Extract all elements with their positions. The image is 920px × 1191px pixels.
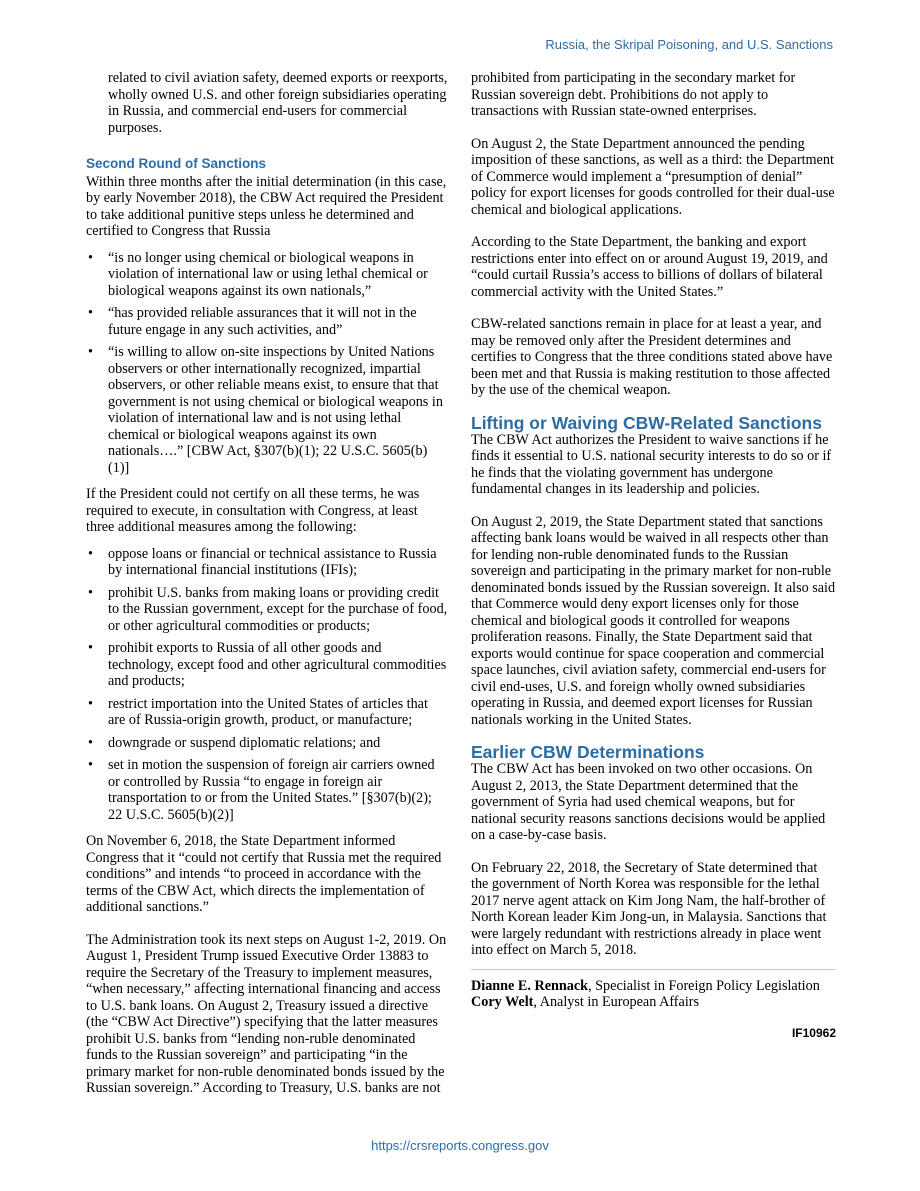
list-item: • downgrade or suspend diplomatic relations; and xyxy=(88,734,381,751)
earlier-paragraph: The CBW Act has been invoked on two other occasions. On August 2, 2013, the State Department determined that the government of Syria had used chemical weapons, but for national security reasons sanctions decisions would be applied on a case-by-case basis. xyxy=(471,761,826,843)
bullet-icon: • xyxy=(88,545,93,562)
list-item: • prohibit exports to Russia of all other goods and technology, except food and other agricultural commodities and products; xyxy=(88,640,447,689)
bullet-icon: • xyxy=(88,757,93,773)
continued-paragraph: related to civil aviation safety, deemed exports or reexports, wholly owned U.S. and other foreign subsidiaries operating in Russia, and commercial end-users for commercial purposes. xyxy=(108,70,448,136)
lifting-paragraph: The CBW Act authorizes the President to waive sanctions if he finds it essential to U.S. national security interests to do so or if he finds that the violating government has undergone fundamental changes in its leadership and policies. xyxy=(471,431,832,497)
right-column xyxy=(471,70,836,1041)
section-heading-lifting: Lifting or Waiving CBW-Related Sanctions xyxy=(471,412,822,433)
section-heading-second-round: Second Round of Sanctions xyxy=(86,156,267,171)
list-item: • oppose loans or financial or technical assistance to Russia by international financial institutions (IFIs); xyxy=(88,545,437,578)
footer-url[interactable]: https://crsreports.congress.gov xyxy=(371,1138,549,1153)
effect-paragraph: According to the State Department, the banking and export restrictions enter into effect on or around August 19, 2019, and “could curtail Russia’s access to billions of dollars of bilateral commercial activity with the United States.” xyxy=(471,234,828,300)
bullet-icon: • xyxy=(88,344,93,360)
section-heading-earlier: Earlier CBW Determinations xyxy=(471,742,705,762)
bullet-icon: • xyxy=(88,305,93,321)
august-announcement-paragraph: On August 2, the State Department announced the pending imposition of these sanctions, as well as a third: the Department of Commerce would implement a “presumption of denial” policy for export licenses for goods controlled for their dual-use chemical and biological applications. xyxy=(471,135,835,218)
november-paragraph: On November 6, 2018, the State Department informed Congress that it “could not certify that Russia met the required conditions” and intends “to proceed in accordance with the terms of the CBW Act, which directs the implementation of additional sanctions.” xyxy=(86,833,442,915)
continued-paragraph-right: prohibited from participating in the secondary market for Russian sovereign debt. Prohibitions do not apply to transactions with Russian state-owned enterprises. xyxy=(471,70,796,119)
author-name: Dianne E. Rennack xyxy=(471,977,589,994)
author-name: Cory Welt xyxy=(471,994,534,1010)
running-title: Russia, the Skripal Poisoning, and U.S. Sanctions xyxy=(545,37,833,52)
list-item: • “is willing to allow on-site inspections by United Nations observers or other internationally recognized, impartial observers, or other reliable means exist, to ensure that that government is not using chemical or biological weapons in violation of international law and is not using lethal chemical or biological weapons against its own nationals….” [CBW Act, §307(b)(1); 22 U.S.C. 5605(b)(1)] xyxy=(88,344,443,476)
north-korea-paragraph: On February 22, 2018, the Secretary of State determined that the government of North Korea was responsible for the lethal 2017 nerve agent attack on Kim Jong Nam, the half-brother of North Korean leader Kim Jong-un, in Malaysia. Sanctions that were largely redundant with restrictions already in place went into effect on March 5, 2018. xyxy=(471,859,827,958)
bullet-icon: • xyxy=(88,249,93,266)
author-title: , Analyst in European Affairs xyxy=(533,994,700,1010)
list-item: • “has provided reliable assurances that it will not in the future engage in any such activities, and” xyxy=(88,305,417,338)
bullet-icon: • xyxy=(88,640,93,656)
left-column xyxy=(86,70,448,1113)
list-item: • set in motion the suspension of foreign air carriers owned or controlled by Russia “to engage in foreign air transportation to or from the United States.” [§307(b)(2); 22 U.S.C. 5605(b)(2)] xyxy=(88,757,435,823)
bullet-icon: • xyxy=(88,584,93,601)
list-item: • “is no longer using chemical or biological weapons in violation of international law or using lethal chemical or biological weapons against its own nationals,” xyxy=(88,249,428,299)
measures-list xyxy=(86,546,448,824)
administration-paragraph: The Administration took its next steps on August 1-2, 2019. On August 1, President Trump issued Executive Order 13883 to require the Secretary of the Treasury to implement measures, “when necessary,” affecting international financing and access to U.S. bank loans. On August 2, Treasury issued a directive (the “CBW Act Directive”) specifying that the latter measures prohibit U.S. banks from “lending non-ruble denominated funds to the Russian sovereign” and participating “in the primary market for non-ruble denominated bonds issued by the Russian sovereign.” According to Treasury, U.S. banks are not xyxy=(86,931,447,1096)
measures-intro: If the President could not certify on all these terms, he was required to execute, in consultation with Congress, at least three additional measures among the following: xyxy=(86,486,420,535)
remain-paragraph: CBW-related sanctions remain in place for at least a year, and may be removed only after the President determines and certifies to Congress that the three conditions stated above have been met and that Russia is making restitution to those affected by the use of the chemical weapon. xyxy=(471,316,833,398)
author-divider xyxy=(471,969,836,970)
waiver-paragraph: On August 2, 2019, the State Department stated that sanctions affecting bank loans would be waived in all respects other than for lending non-ruble denominated funds to the Russian sovereign and participating in the primary market for non-ruble denominated bonds issued by the Russian sovereign. It also said that Commerce would deny export licenses only for those chemical and biological goods it controlled for weapons proliferation reasons. Finally, the State Department said that exports would continue for space cooperation and commercial space launches, civil aviation safety, commercial end-users for civil end-uses, U.S. and foreign wholly owned subsidiaries operating in Russia, and deemed export licenses for Russian nationals working in the United States. xyxy=(471,513,836,728)
bullet-icon: • xyxy=(88,695,93,712)
conditions-list xyxy=(86,250,448,477)
author-line xyxy=(471,994,836,1011)
document-id: IF10962 xyxy=(791,1025,836,1040)
author-line xyxy=(471,978,836,995)
list-item: • prohibit U.S. banks from making loans or providing credit to the Russian government, except for the purchase of food, or other agricultural commodities or products; xyxy=(88,584,448,634)
list-item: • restrict importation into the United States of articles that are of Russia-origin growth, product, or manufacture; xyxy=(88,695,428,728)
second-round-intro: Within three months after the initial determination (in this case, by early November 2018), the CBW Act required the President to take additional punitive steps unless he determined and certified to Congress that Russia xyxy=(86,173,447,239)
author-title: , Specialist in Foreign Policy Legislation xyxy=(588,977,820,994)
bullet-icon: • xyxy=(88,734,93,751)
